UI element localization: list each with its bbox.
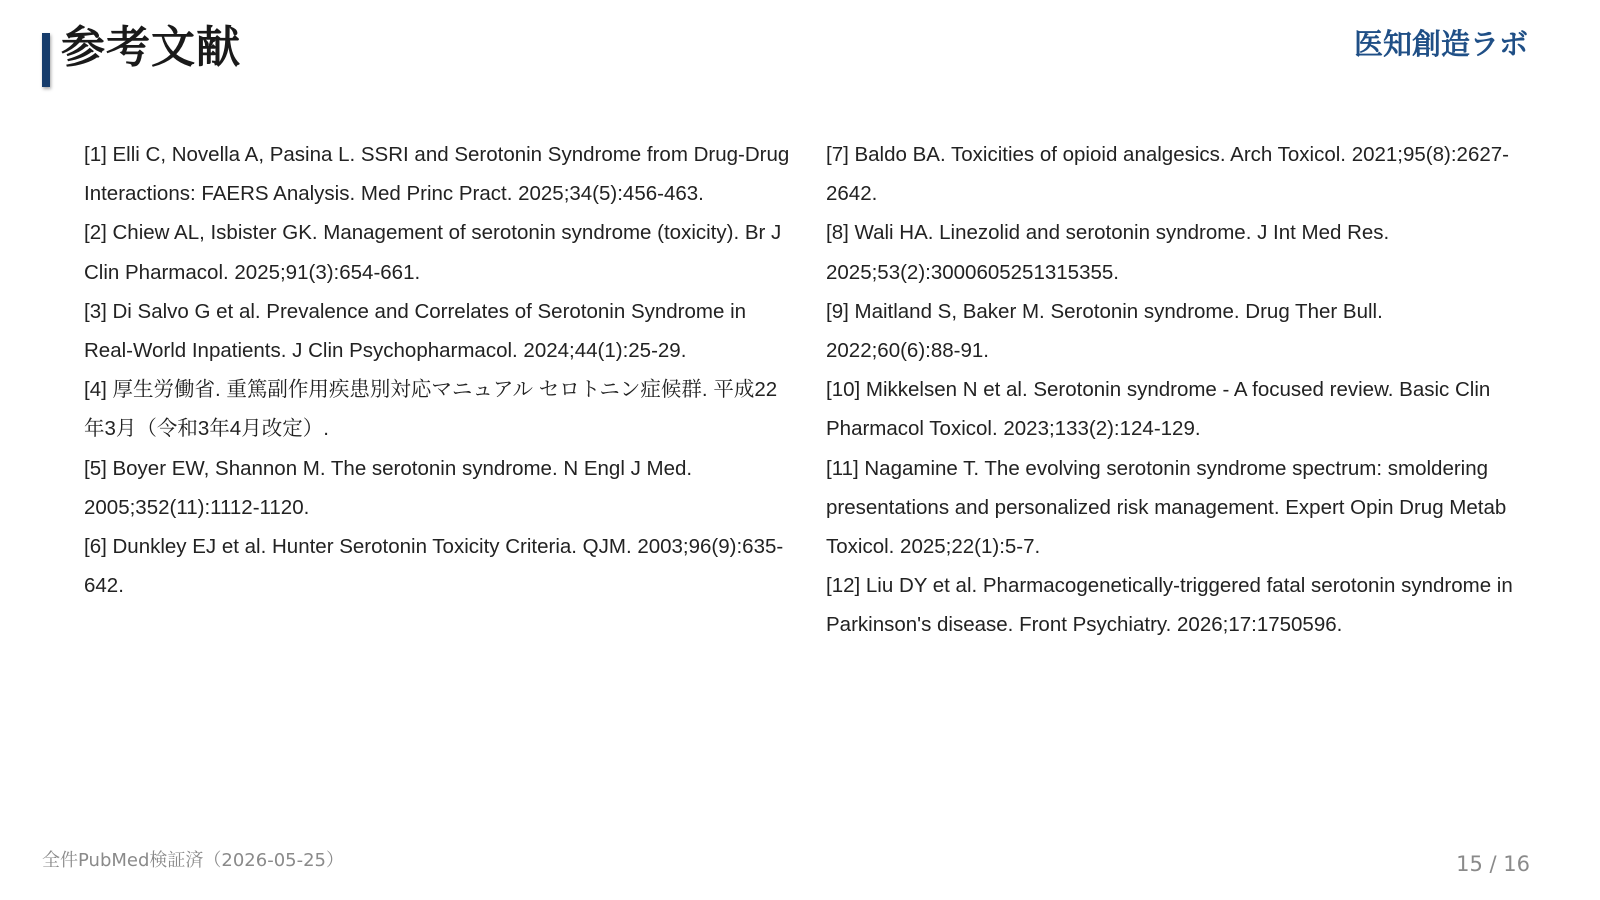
reference-item: [11] Nagamine T. The evolving serotonin syndrome spectrum: smoldering presentations and personalized risk management. Expert Opin Drug Metab Toxicol. 2025;22(1):5-7. bbox=[826, 456, 1507, 559]
reference-item: [3] Di Salvo G et al. Prevalence and Correlates of Serotonin Syndrome in Real-World Inpatients. J Clin Psychopharmacol. 2024;44(1):25-29. bbox=[84, 299, 747, 363]
verification-note: 全件PubMed検証済（2026-05-25） bbox=[42, 850, 345, 871]
reference-item: [7] Baldo BA. Toxicities of opioid analgesics. Arch Toxicol. 2021;95(8):2627-2642. bbox=[826, 143, 1509, 206]
page-title: 参考文献 bbox=[61, 22, 241, 73]
brand-logo-text: 医知創造ラボ bbox=[1353, 27, 1528, 61]
references-left-column bbox=[84, 135, 794, 645]
reference-item: [4] 厚生労働省. 重篤副作用疾患別対応マニュアル セロトニン症候群. 平成22年3月（令和3年4月改定）. bbox=[84, 378, 778, 441]
reference-item: [5] Boyer EW, Shannon M. The serotonin syndrome. N Engl J Med. 2005;352(11):1112-1120. bbox=[84, 456, 693, 519]
reference-item: [10] Mikkelsen N et al. Serotonin syndrome - A focused review. Basic Clin Pharmacol Toxicol. 2023;133(2):124-129. bbox=[826, 378, 1491, 441]
reference-item: [1] Elli C, Novella A, Pasina L. SSRI and Serotonin Syndrome from Drug-Drug Interactions: FAERS Analysis. Med Princ Pract. 2025;34(5):456-463. bbox=[84, 143, 790, 206]
references-right-column bbox=[826, 135, 1514, 645]
reference-item: [6] Dunkley EJ et al. Hunter Serotonin Toxicity Criteria. QJM. 2003;96(9):635-642. bbox=[84, 535, 784, 598]
reference-item: [2] Chiew AL, Isbister GK. Management of serotonin syndrome (toxicity). Br J Clin Pharmacol. 2025;91(3):654-661. bbox=[84, 221, 782, 284]
reference-item: [8] Wali HA. Linezolid and serotonin syndrome. J Int Med Res. 2025;53(2):3000605251315355. bbox=[826, 221, 1390, 284]
references-section bbox=[84, 135, 1514, 645]
reference-item: [9] Maitland S, Baker M. Serotonin syndrome. Drug Ther Bull. 2022;60(6):88-91. bbox=[826, 299, 1383, 363]
title-accent-bar bbox=[42, 33, 50, 87]
reference-item: [12] Liu DY et al. Pharmacogenetically-triggered fatal serotonin syndrome in Parkinson's disease. Front Psychiatry. 2026;17:1750596. bbox=[826, 574, 1513, 637]
page-number: 15 / 16 bbox=[1456, 852, 1530, 876]
